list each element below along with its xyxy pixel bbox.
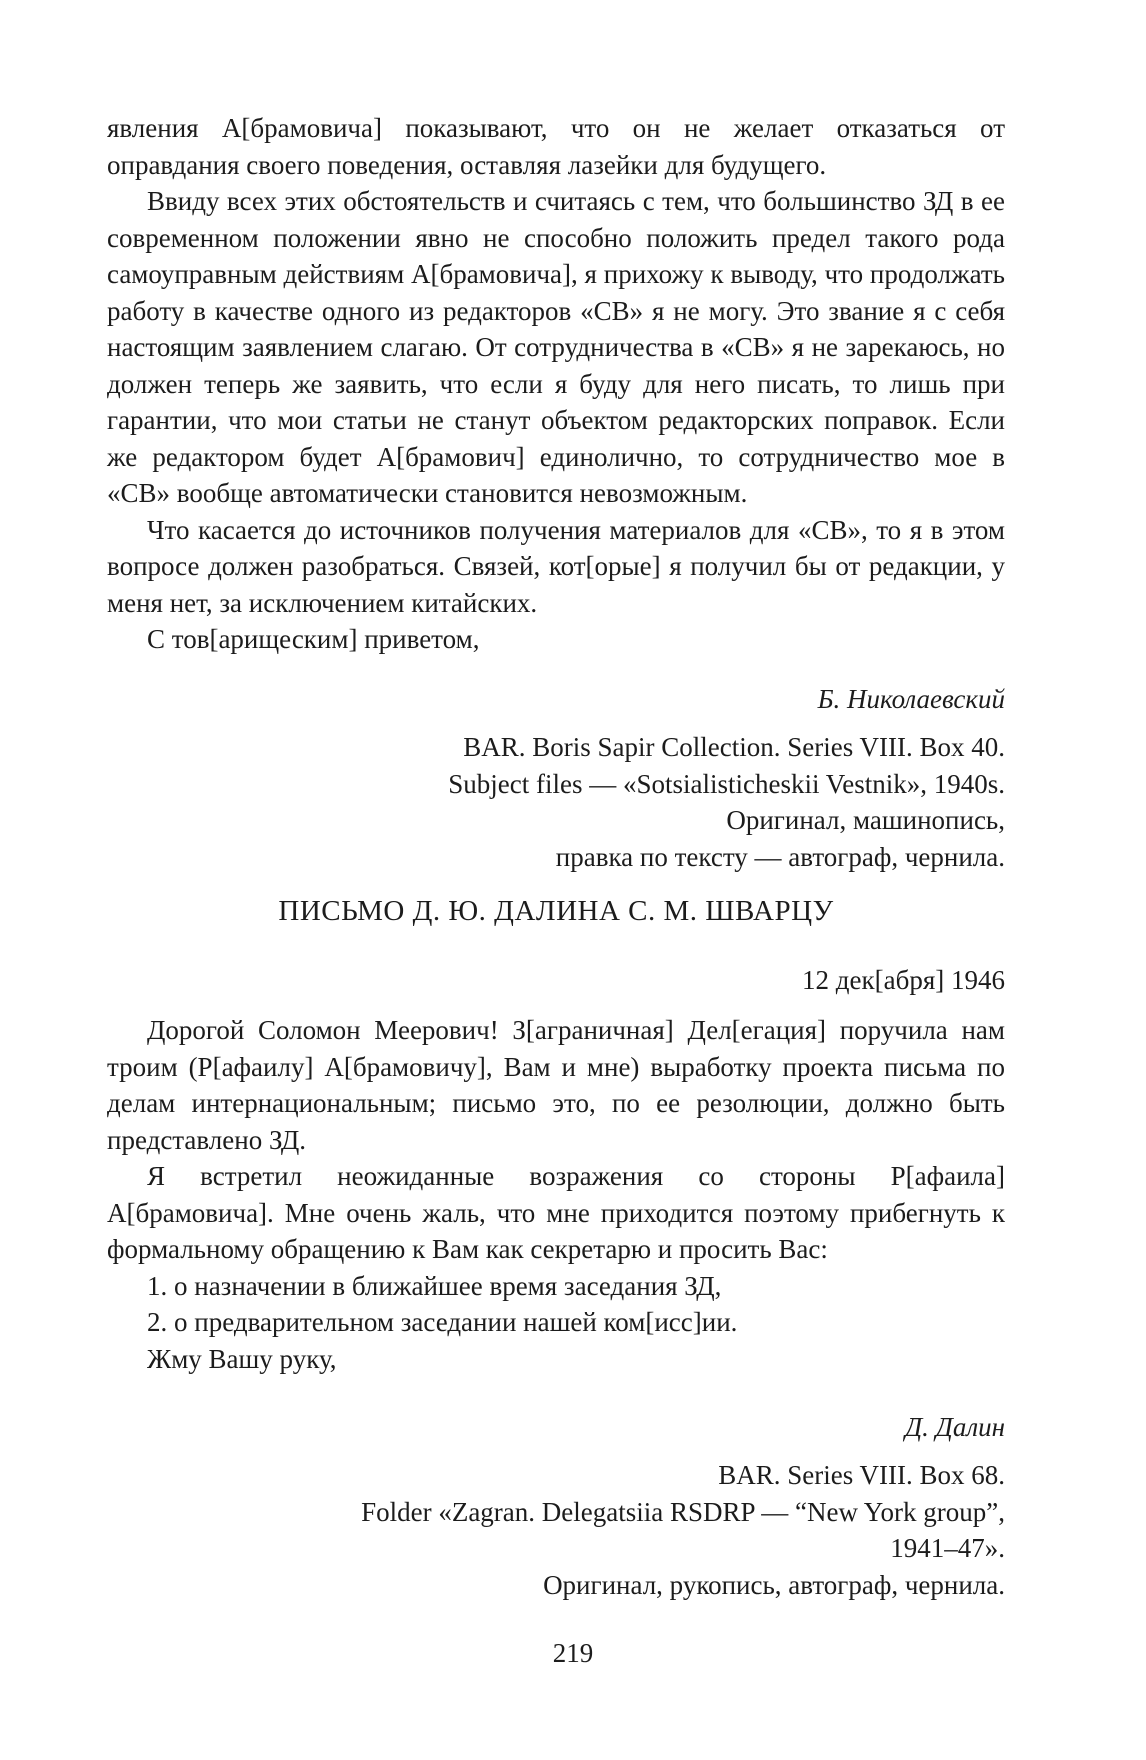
letter2-source xyxy=(107,1457,1005,1603)
source-line: Folder «Zagran. Delegatsiia RSDRP — “New York group”, xyxy=(361,1496,1005,1527)
letter2-list-item: 1. о назначении в ближайшее время заседания ЗД, xyxy=(147,1270,722,1301)
letter2-list-item: 2. о предварительном заседании нашей ком[исс]ии. xyxy=(147,1307,738,1337)
source-line: Оригинал, машинопись, xyxy=(726,805,1005,835)
source-line: Subject files — «Sotsialisticheskii Vestnik», 1940s. xyxy=(448,768,1005,799)
source-line: 1941–47». xyxy=(890,1533,1005,1563)
letter1-paragraph: Что касается до источников получения материалов для «СВ», то я в этом вопросе должен разобраться. Связей, кот[орые] я получил бы от редакции, у меня нет, за исключением китайских. xyxy=(107,514,1005,618)
letter2-body xyxy=(107,1012,1005,1377)
letter2-closing: Жму Вашу руку, xyxy=(147,1343,337,1374)
letter2-paragraph: Я встретил неожиданные возражения со стороны Р[афаила] А[брамовича]. Мне очень жаль, что мне приходится поэтому прибегнуть к формальному обращению к Вам как секретарю и просить Вас: xyxy=(107,1161,1005,1264)
source-line: правка по тексту — автограф, чернила. xyxy=(555,841,1005,872)
letter1-paragraph: явления А[брамовича] показывают, что он не желает отказаться от оправдания своего поведения, оставляя лазейки для будущего. xyxy=(107,113,1005,180)
letter2-signature: Д. Далин xyxy=(904,1412,1005,1442)
source-line: Оригинал, рукопись, автограф, чернила. xyxy=(543,1569,1005,1600)
page-number: 219 xyxy=(552,1638,594,1668)
letter2-signature-block xyxy=(107,1409,1005,1446)
source-line: BAR. Series VIII. Box 68. xyxy=(718,1460,1005,1490)
letter1-source xyxy=(107,729,1005,875)
letter2-title: ПИСЬМО Д. Ю. ДАЛИНА С. М. ШВАРЦУ xyxy=(278,895,834,927)
letter1-paragraph: Ввиду всех этих обстоятельств и считаясь с тем, что большинство ЗД в ее современном положении явно не способно положить предел такого рода самоуправным действиям А[брамовича], я прихожу к выводу, что продолжать работу в качестве одного из редакторов «СВ» я не могу. Это звание я с себя настоящим заявлением слагаю. От сотрудничества в «СВ» я не зарекаюсь, но должен теперь же заявить, что если я буду для него писать, то лишь при гарантии, что мои статьи не станут объектом редакторских поправок. Если же редактором будет А[брамович] единолично, то сотрудничество мое в «СВ» вообще автоматически становится невозможным. xyxy=(107,186,1005,508)
letter1-signature: Б. Николаевский xyxy=(817,684,1005,714)
letter1-body xyxy=(107,110,1005,658)
letter1-closing: С тов[арищеским] приветом, xyxy=(147,624,480,654)
source-line: BAR. Boris Sapir Collection. Series VIII. Box 40. xyxy=(463,732,1005,762)
letter2-date: 12 дек[абря] 1946 xyxy=(802,965,1005,995)
letter2-date-block xyxy=(107,962,1005,999)
letter2-paragraph: Дорогой Соломон Меерович! З[аграничная] Дел[егация] поручила нам троим (Р[афаилу] А[брамовичу], Вам и мне) выработку проекта письма по делам интернациональным; письмо это, по ее резолюции, должно быть представлено ЗД. xyxy=(107,1015,1005,1155)
letter1-signature-block xyxy=(107,681,1005,718)
